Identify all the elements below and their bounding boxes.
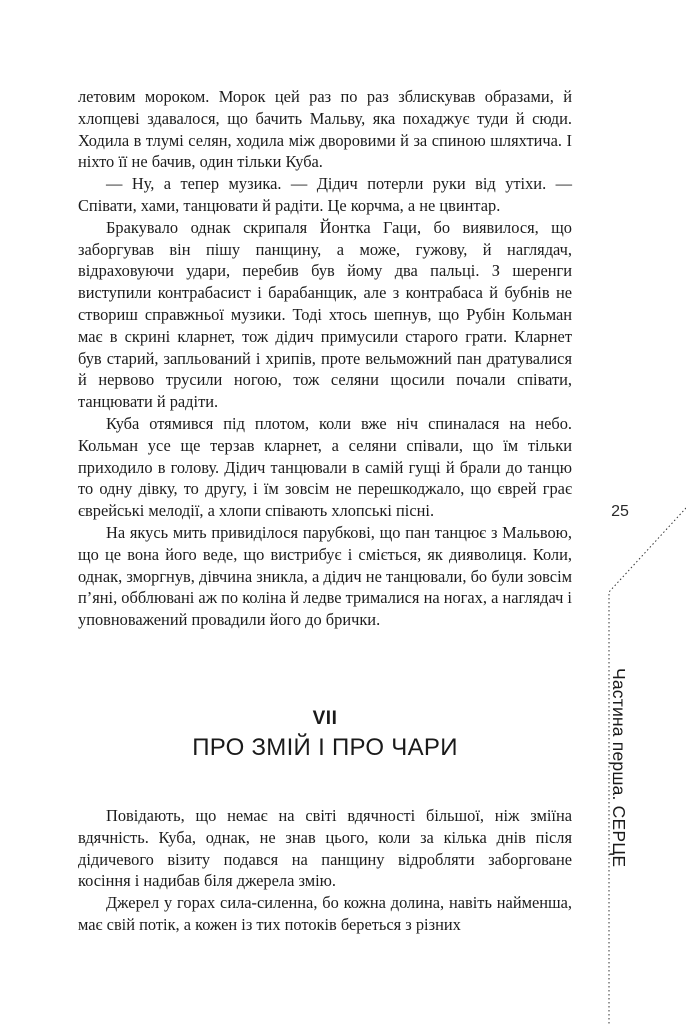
chapter-number: VII (312, 708, 338, 729)
paragraph: — Ну, а тепер музика. — Дідич потерли руки від утіхи. — Співати, хами, танцювати й радіти. Це корчма, а не цвинтар. (78, 174, 572, 215)
paragraph: Бракувало однак скрипаля Йонтка Гаци, бо виявилося, що заборгував він пішу панщину, а може, гужову, й наглядач, відраховуючи удари, перебив був йому два пальці. З шеренги виступили контрабасист і барабанщик, але з контрабаса й бубнів не створиш справжньої музики. Тоді хтось шепнув, що Рубін Кольман має в скрині кларнет, тож дідич примусили старого грати. Кларнет був старий, запльований і хрипів, проте вельможний пан дратувалися й нервово трусили ногою, тож селяни щосили почали співати, танцювати й радіти. (78, 217, 572, 412)
page-number: 25 (611, 503, 629, 520)
paragraph: Куба отямився під плотом, коли вже ніч спиналася на небо. Кольман усе ще терзав кларнет, а селяни співали, що їм тільки приходило в голову. Дідич танцювали в самій гущі й брали до танцю то одну дівку, то другу, і їм зовсім не перешкоджало, що єврей грає єврейські мелодії, а хлопи співають хлопські пісні. (78, 413, 572, 521)
paragraph: Повідають, що немає на світі вдячності більшої, ніж зміїна вдячність. Куба, однак, не знав цього, коли за кілька днів після дідичевого візиту подався на панщину відробляти заборговане косіння і надибав біля джерела змію. (78, 806, 572, 891)
chapter-title: ПРО ЗМІЙ І ПРО ЧАРИ (192, 734, 458, 761)
paragraph: летовим мороком. Морок цей раз по раз зблискував образами, й хлопцеві здавалося, що бачить Мальву, яка похаджує туди й сюди. Ходила в тлумі селян, ходила між дворовими й за спиною шляхтича. І ніхто її не бачив, один тільки Куба. (78, 87, 572, 172)
paragraph: На якусь мить привиділося парубкові, що пан танцює з Мальвою, що це вона його веде, що вистрибує і сміється, як дияволиця. Коли, однак, зморгнув, дівчина зникла, а дідич не танцювали, бо були зовсім п’яні, обблювані аж по коліна й ледве трималися на ногах, а наглядач і уповноважений провадили його до брички. (78, 522, 572, 630)
paragraph: Джерел у горах сила-силенна, бо кожна долина, навіть найменша, має свій потік, а кожен із тих потоків береться з різних (78, 893, 572, 934)
running-head: Частина перша. СЕРЦЕ (609, 668, 629, 868)
